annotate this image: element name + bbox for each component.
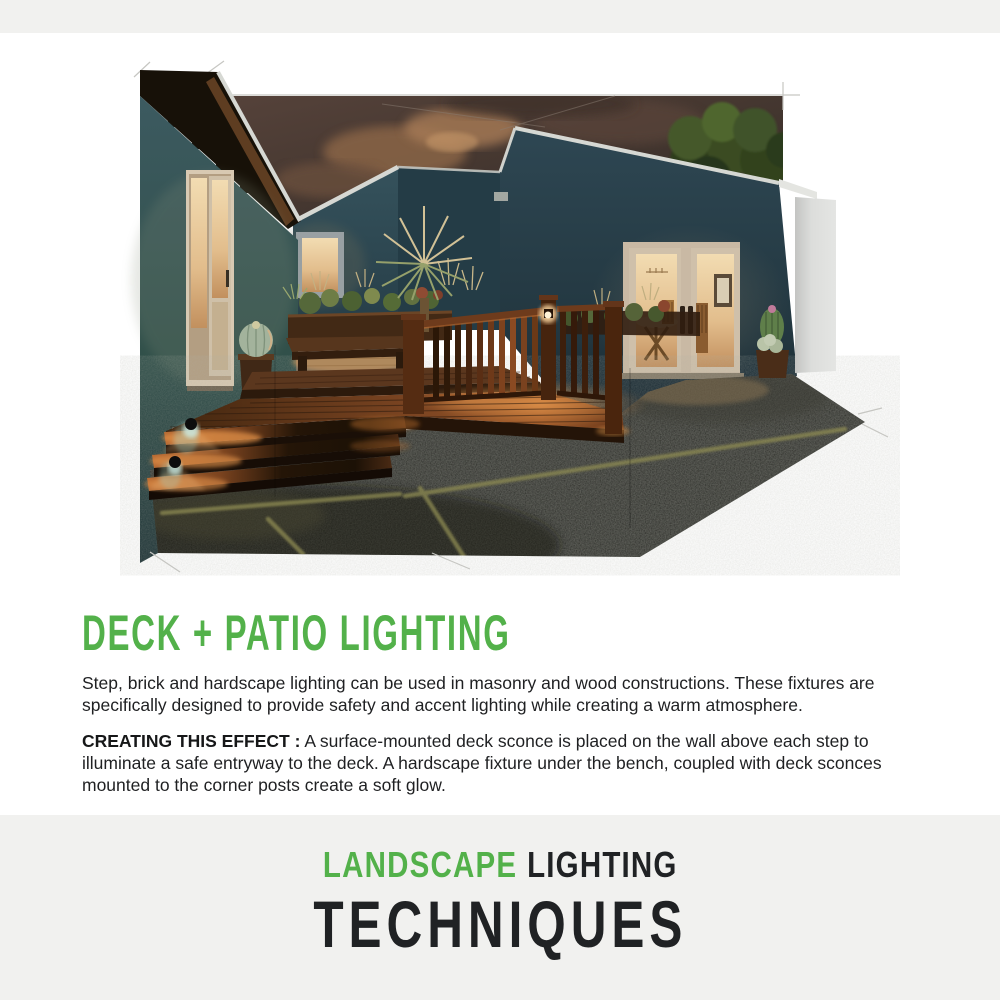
effect-paragraph	[82, 730, 897, 796]
brand-line1	[322, 844, 678, 885]
effect-label: CREATING THIS EFFECT :	[82, 731, 301, 752]
brand-techniques: TECHNIQUES	[312, 887, 688, 961]
brand-landscape: LANDSCAPE	[322, 844, 518, 885]
page-edge-panel	[795, 197, 836, 373]
top-band	[0, 0, 1000, 33]
wall-vent	[494, 192, 508, 201]
railing-post-left	[403, 318, 424, 414]
effect-text: A surface-mounted deck sconce is placed on the wall above each step to illuminate a safe entryway to the deck. A hardscape fixture under the bench, coupled with deck sconces mounted to the corner posts create a soft glow.	[82, 731, 882, 796]
page-title: DECK + PATIO LIGHTING	[82, 605, 511, 661]
cactus-flower	[768, 305, 776, 313]
article-section	[82, 605, 922, 810]
railing-corner-post	[605, 306, 622, 434]
fascia-end	[779, 179, 817, 199]
entry-door	[186, 170, 234, 391]
intro-paragraph: Step, brick and hardscape lighting can be used in masonry and wood constructions. These fixtures are specifically designed to provide safety and accent lighting while creating a warm atmosphere.	[82, 673, 875, 716]
brand-lighting: LIGHTING	[526, 844, 678, 885]
footer-brand	[0, 815, 1000, 1000]
back-building	[398, 167, 500, 330]
